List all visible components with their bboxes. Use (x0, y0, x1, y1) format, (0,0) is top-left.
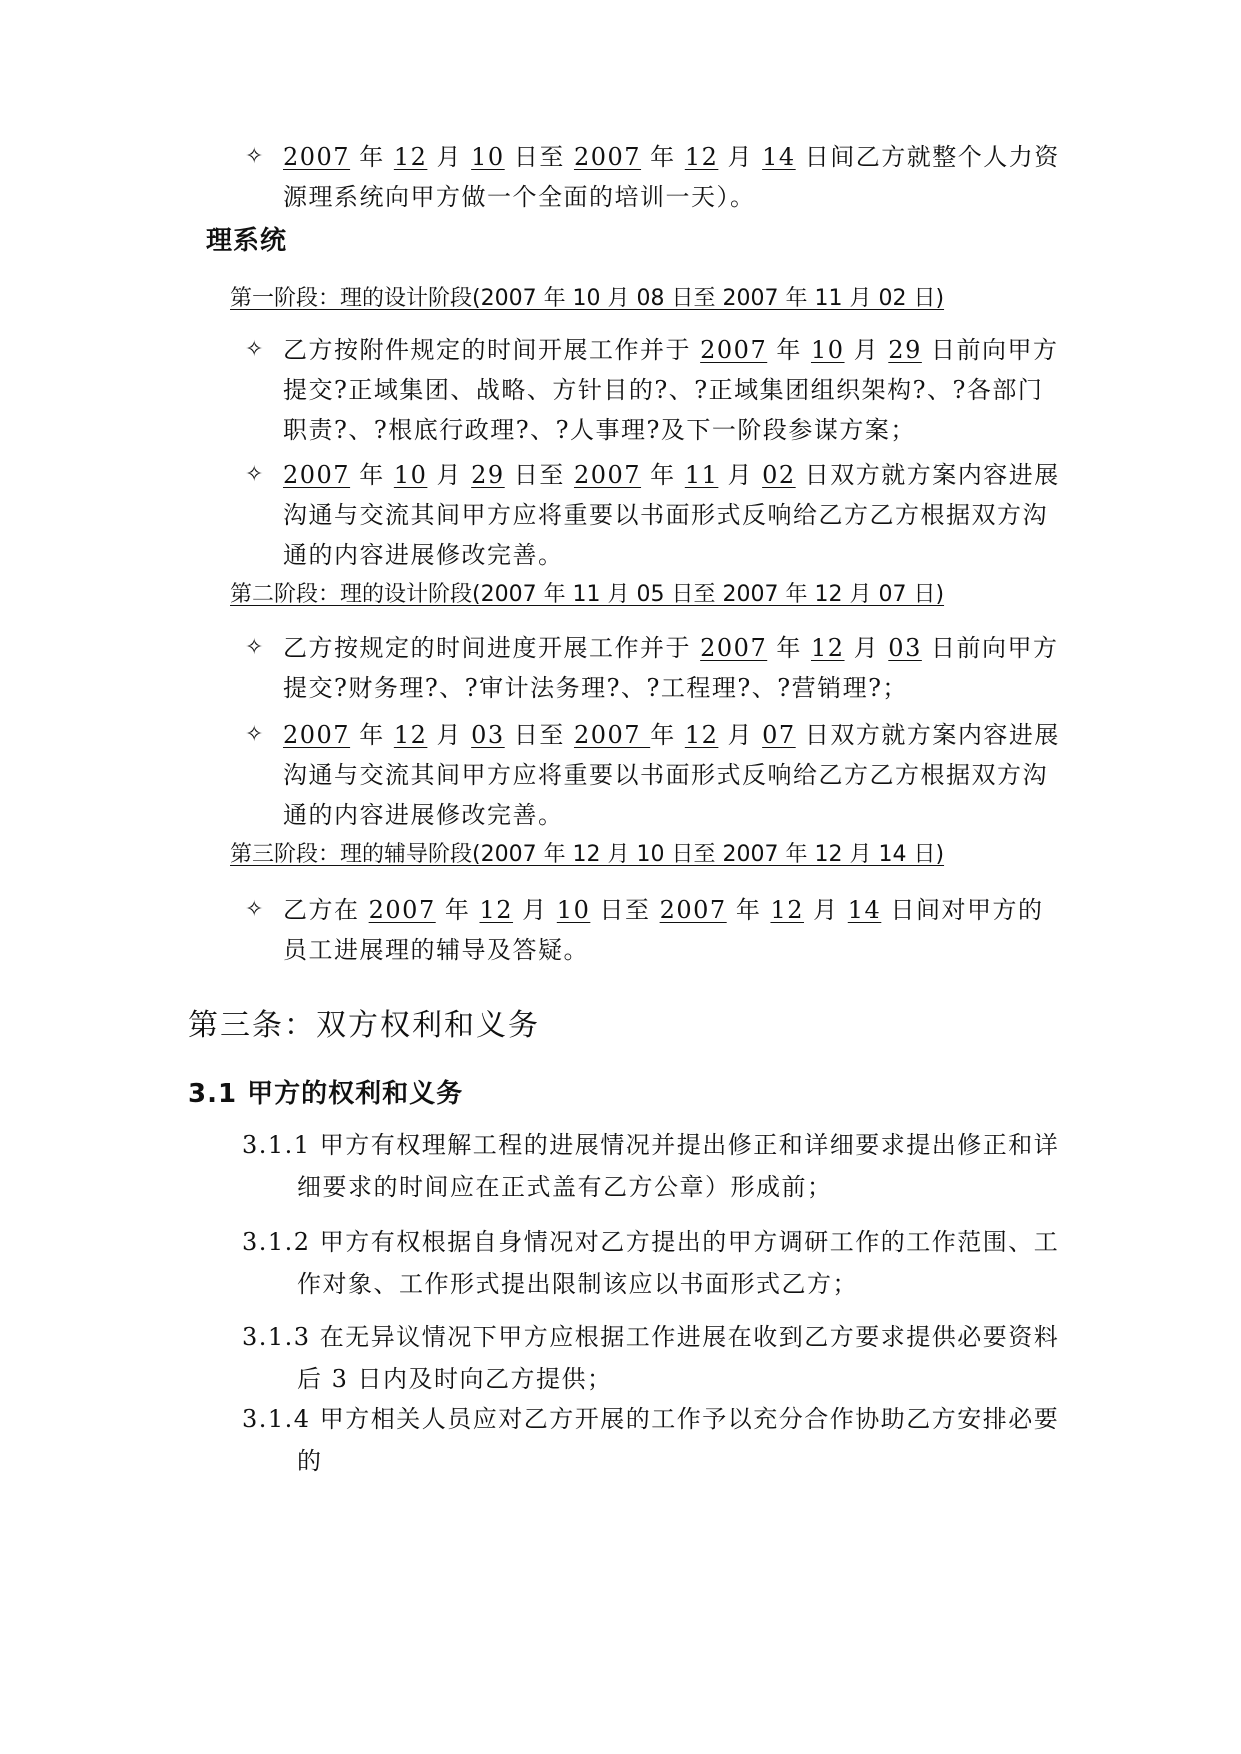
underlined-date-segment: 29 (471, 461, 505, 489)
text-segment: 年 (350, 461, 394, 489)
text-segment: 乙方按附件规定的时间开展工作并于 (283, 336, 701, 364)
bullet-text (283, 336, 1058, 444)
phase-3-title: 第三阶段：理的辅导阶段(2007 年 12 月 10 日至 2007 年 12 月 14 日) (230, 842, 945, 867)
text-segment: 年 (767, 634, 811, 662)
underlined-date-segment: 2007 (700, 336, 768, 364)
text-segment: 月 (844, 634, 889, 662)
text-segment: 日前向甲方提交?财务理?、?审计法务理?、?工程理?、?营销理?； (283, 634, 1059, 702)
article-title: 第三条：双方权利和义务 (188, 1008, 540, 1043)
bullet-text (283, 721, 1060, 829)
text-segment: 乙方在 (283, 896, 369, 924)
text-segment: 月 (804, 896, 848, 924)
bullet-text (283, 143, 1060, 211)
diamond-bullet-icon: ✧ (245, 635, 265, 660)
clause-item (242, 1316, 1062, 1400)
text-segment: 日至 (504, 143, 574, 171)
underlined-date-segment: 2007 (283, 461, 351, 489)
diamond-bullet-icon: ✧ (245, 337, 265, 362)
text-segment: 年 (726, 896, 771, 924)
bullet-item (245, 890, 1063, 970)
diamond-bullet-icon: ✧ (245, 144, 265, 169)
underlined-date-segment: 2007 (573, 143, 642, 171)
phase-1-title: 第一阶段：理的设计阶段(2007 年 10 月 08 日至 2007 年 11 月 02 日) (230, 286, 945, 311)
clause-item (242, 1124, 1062, 1208)
text-segment: 年 (650, 721, 685, 749)
text-segment: 日至 (504, 721, 574, 749)
underlined-date-segment: 07 (762, 721, 796, 749)
underlined-date-segment: 12 (770, 896, 804, 924)
underlined-date-segment: 10 (810, 336, 845, 364)
text-segment: 乙方按规定的时间进度开展工作并于 (283, 634, 701, 662)
text-segment: 年 (350, 721, 394, 749)
diamond-bullet-icon: ✧ (245, 462, 265, 487)
underlined-date-segment: 2007 (659, 896, 727, 924)
text-segment: 月 (718, 461, 763, 489)
text-segment: 日间对甲方的员工进展理的辅导及答疑。 (283, 896, 1044, 964)
text-segment: 日至 (590, 896, 660, 924)
bullet-text (283, 461, 1060, 569)
phase-2-title: 第二阶段：理的设计阶段(2007 年 11 月 05 日至 2007 年 12 月 07 日) (230, 582, 945, 607)
clause-item (242, 1221, 1062, 1305)
diamond-bullet-icon: ✧ (245, 722, 265, 747)
clause-number: 3.1.4 (242, 1405, 311, 1433)
underlined-date-segment: 12 (393, 721, 428, 749)
bullet-item (245, 715, 1063, 835)
underlined-date-segment: 29 (888, 336, 922, 364)
text-segment: 日双方就方案内容进展沟通与交流其间甲方应将重要以书面形式反响给乙方乙方根据双方沟通的内容进展修改完善。 (283, 721, 1060, 829)
underlined-date-segment: 2007 (283, 143, 351, 171)
text-segment: 月 (427, 721, 472, 749)
underlined-date-segment: 10 (393, 461, 428, 489)
text-segment: 月 (427, 461, 472, 489)
underlined-date-segment: 2007 (573, 721, 651, 749)
diamond-bullet-icon: ✧ (245, 897, 265, 922)
clause-text: 在无异议情况下甲方应根据工作进展在收到乙方要求提供必要资料后 3 日内及时向乙方提供； (297, 1323, 1060, 1393)
text-segment: 月 (513, 896, 557, 924)
underlined-date-segment: 02 (762, 461, 796, 489)
text-segment: 年 (641, 461, 685, 489)
clause-number: 3.1.1 (242, 1131, 311, 1159)
underlined-date-segment: 2007 (573, 461, 642, 489)
underlined-date-segment: 14 (847, 896, 882, 924)
text-segment: 日间乙方就整个人力资源理系统向甲方做一个全面的培训一天）。 (283, 143, 1060, 211)
clause-text: 甲方有权根据自身情况对乙方提出的甲方调研工作的工作范围、工作对象、工作形式提出限制该应以书面形式乙方； (297, 1228, 1060, 1298)
underlined-date-segment: 2007 (700, 634, 768, 662)
text-segment: 日至 (504, 461, 574, 489)
underlined-date-segment: 2007 (283, 721, 351, 749)
subsection-title: 3.1 甲方的权利和义务 (188, 1079, 464, 1109)
bullet-text (283, 896, 1043, 964)
bullet-item (245, 330, 1063, 450)
text-segment: 年 (350, 143, 394, 171)
text-segment: 年 (435, 896, 480, 924)
text-segment: 年 (641, 143, 685, 171)
bullet-item (245, 137, 1063, 217)
text-segment: 月 (844, 336, 889, 364)
underlined-date-segment: 03 (888, 634, 922, 662)
section-heading: 理系统 (206, 226, 288, 256)
clause-text: 甲方有权理解工程的进展情况并提出修正和详细要求提出修正和详细要求的时间应在正式盖有乙方公章）形成前； (297, 1131, 1060, 1201)
text-segment: 月 (718, 721, 763, 749)
text-segment: 年 (767, 336, 811, 364)
clause-number: 3.1.2 (242, 1228, 311, 1256)
underlined-date-segment: 12 (684, 721, 719, 749)
underlined-date-segment: 12 (479, 896, 514, 924)
clause-item (242, 1398, 1062, 1482)
text-segment: 月 (718, 143, 763, 171)
underlined-date-segment: 10 (471, 143, 505, 171)
underlined-date-segment: 14 (762, 143, 796, 171)
bullet-text (283, 634, 1058, 702)
bullet-item (245, 455, 1063, 575)
underlined-date-segment: 12 (393, 143, 428, 171)
text-segment: 日前向甲方提交?正域集团、战略、方针目的?、?正域集团组织架构?、?各部门职责?、?根底行政理?、?人事理?及下一阶段参谋方案； (283, 336, 1059, 444)
clause-text: 甲方相关人员应对乙方开展的工作予以充分合作协助乙方安排必要的 (297, 1405, 1060, 1475)
underlined-date-segment: 2007 (368, 896, 436, 924)
underlined-date-segment: 12 (684, 143, 719, 171)
underlined-date-segment: 03 (471, 721, 505, 749)
underlined-date-segment: 11 (684, 461, 719, 489)
underlined-date-segment: 10 (556, 896, 591, 924)
underlined-date-segment: 12 (810, 634, 845, 662)
text-segment: 月 (427, 143, 472, 171)
bullet-item (245, 628, 1063, 708)
clause-number: 3.1.3 (242, 1323, 311, 1351)
text-segment: 日双方就方案内容进展沟通与交流其间甲方应将重要以书面形式反响给乙方乙方根据双方沟通的内容进展修改完善。 (283, 461, 1060, 569)
